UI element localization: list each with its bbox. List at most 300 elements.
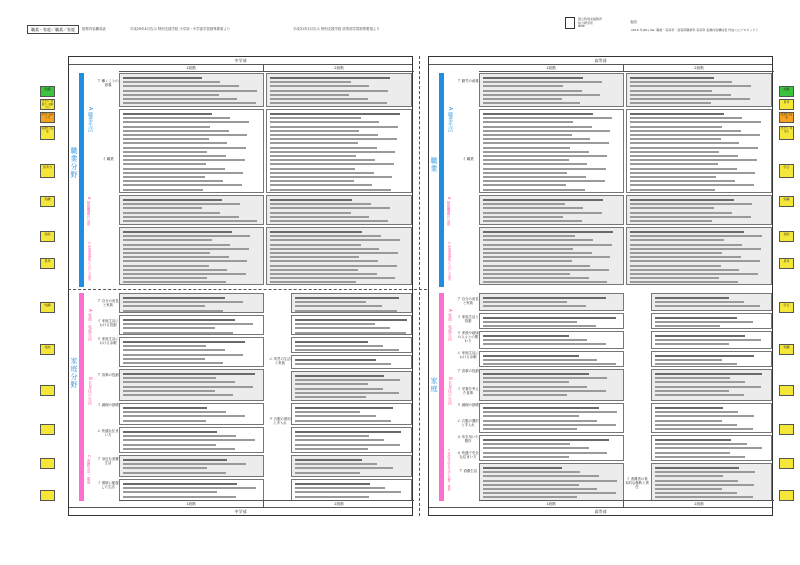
left-katei-item-4: エ 幼児の生活と家族 [269, 357, 291, 365]
text-line [483, 359, 597, 361]
text-line [123, 260, 247, 262]
left-s1-k7-box [119, 455, 264, 477]
left-item-shokugyo: イ 職業 [102, 157, 114, 161]
text-line [123, 265, 209, 267]
text-line [655, 394, 744, 396]
left-section-shokugyo: 職業分野 [70, 147, 78, 179]
text-line [630, 273, 758, 275]
text-line [483, 130, 610, 132]
right-katei-item-4: エ 家庭生活における余暇 [457, 351, 479, 359]
text-line [483, 199, 603, 201]
text-line [123, 113, 212, 115]
text-line [483, 488, 597, 490]
text-line [123, 130, 229, 132]
text-line [630, 256, 741, 258]
text-line [655, 447, 762, 449]
text-line [270, 151, 395, 153]
text-line [270, 265, 397, 267]
right-shokugyo-stripe [439, 73, 444, 287]
left-item-hataraku: ア 働くことの意義 [97, 79, 119, 87]
left-side-label-11 [40, 385, 55, 396]
text-line [270, 256, 359, 258]
text-line [123, 90, 257, 92]
right-source-note: 平成31年2月告示 特別支援学校 高等部学習指導要領より [293, 27, 380, 31]
text-line [483, 147, 570, 149]
text-line [270, 260, 378, 262]
text-line [123, 373, 255, 375]
text-line [270, 159, 375, 161]
right-s2-k4-box [651, 351, 772, 367]
right-katei-item-3: ウ 家族や地域の人々との関わり [457, 331, 479, 343]
text-line [295, 415, 376, 417]
text-line [295, 491, 401, 493]
right-katei-item-10: カ 快適で安全な住まい方 [457, 451, 479, 459]
left-side-label-10: 技能 [40, 344, 55, 355]
text-line [270, 147, 377, 149]
left-katei-item-2: イ 家庭生活における役割 [97, 319, 119, 327]
text-line [655, 297, 729, 299]
text-line [123, 354, 243, 356]
text-line [483, 77, 583, 79]
left-side-label-3: 学びに向かう力 [40, 112, 55, 123]
text-line [655, 415, 754, 417]
text-line [123, 381, 235, 383]
text-line [295, 463, 377, 465]
left-side-label-6: 知識 [40, 196, 55, 207]
text-line [123, 281, 226, 283]
right-s1-b-box [479, 195, 624, 225]
right-s1-k3-box [479, 331, 624, 349]
right-s2-k5-box [651, 369, 772, 401]
text-line [483, 415, 579, 417]
text-line [295, 341, 368, 343]
text-line [483, 355, 579, 357]
text-line [630, 235, 762, 237]
text-line [655, 480, 738, 482]
text-line [295, 332, 406, 334]
text-line [483, 381, 569, 383]
right-cat-a-katei: A 家族・家庭生活 [448, 309, 453, 342]
left-s2-k9-box [291, 479, 412, 501]
left-s2-k8-box [291, 455, 412, 477]
text-line [483, 343, 606, 345]
left-side-label-14 [40, 490, 55, 501]
text-line [123, 273, 246, 275]
text-line [483, 239, 593, 241]
text-line [123, 151, 207, 153]
left-side-label-4: 知識及び技能 [40, 126, 55, 140]
text-line [655, 305, 760, 307]
text-line [483, 407, 599, 409]
text-line [295, 467, 393, 469]
text-line [295, 323, 375, 325]
text-line [630, 216, 751, 218]
left-stage2-head: 2段階 [264, 65, 414, 72]
right-section-shokugyo: 職業 [430, 157, 438, 173]
text-line [270, 248, 379, 250]
text-line [483, 496, 577, 498]
text-line [483, 471, 580, 473]
text-line [123, 134, 247, 136]
text-line [483, 142, 609, 144]
text-line [483, 220, 582, 222]
text-line [630, 239, 724, 241]
text-line [270, 98, 368, 100]
text-line [655, 359, 722, 361]
text-line [123, 189, 203, 191]
left-s2-k6-box [291, 403, 412, 425]
text-line [483, 252, 592, 254]
text-line [655, 452, 730, 454]
right-s2-k2-box [651, 313, 772, 329]
left-section-katei: 家庭分野 [70, 357, 78, 389]
text-line [123, 487, 256, 489]
text-line [655, 424, 737, 426]
text-line [295, 327, 390, 329]
text-line [655, 321, 753, 323]
text-line [655, 339, 761, 341]
text-line [655, 443, 747, 445]
text-line [655, 373, 762, 375]
text-line [123, 444, 216, 446]
text-line [123, 155, 226, 157]
text-line [270, 180, 354, 182]
right-s1-k4-box [479, 351, 624, 367]
high-school-band-bottom: 高等部 [429, 507, 772, 515]
high-school-table [428, 56, 773, 516]
text-line [483, 317, 616, 319]
text-line [483, 126, 592, 128]
left-s2-k7-box [291, 427, 412, 453]
text-line [655, 377, 730, 379]
text-line [630, 151, 719, 153]
text-line [123, 305, 205, 307]
text-line [295, 396, 366, 398]
text-line [295, 375, 384, 377]
text-line [483, 244, 612, 246]
text-line [630, 281, 738, 283]
text-line [123, 435, 236, 437]
right-side-label-11 [779, 385, 794, 396]
text-line [123, 168, 225, 170]
right-side-label-5: 学び [779, 164, 794, 178]
right-side-label-9: 学び [779, 302, 794, 313]
right-side-label-1: 知識 [779, 86, 794, 97]
text-line [655, 386, 761, 388]
text-line [295, 459, 362, 461]
text-line [123, 362, 223, 364]
left-s2-a2-box [266, 109, 412, 193]
text-line [123, 212, 220, 214]
text-line [483, 277, 589, 279]
text-line [483, 273, 570, 275]
text-line [123, 310, 223, 312]
text-line [270, 172, 374, 174]
text-line [123, 439, 255, 441]
text-line [123, 184, 242, 186]
text-line [270, 81, 351, 83]
text-line [295, 383, 368, 385]
text-line [295, 301, 366, 303]
text-line [123, 332, 233, 334]
text-line [483, 168, 606, 170]
text-line [630, 199, 734, 201]
text-line [483, 325, 596, 327]
text-line [123, 496, 236, 498]
text-line [483, 81, 602, 83]
text-line [630, 94, 731, 96]
text-line [123, 407, 207, 409]
text-line [295, 439, 384, 441]
left-katei-item-5: ア 食事の役割 [97, 373, 119, 377]
text-line [123, 203, 240, 205]
text-line [123, 277, 207, 279]
text-line [483, 248, 573, 250]
text-line [630, 85, 751, 87]
text-line [123, 394, 233, 396]
text-line [630, 117, 742, 119]
text-line [630, 265, 721, 267]
text-line [655, 381, 745, 383]
text-line [270, 239, 400, 241]
text-line [630, 159, 757, 161]
header-tab [27, 25, 79, 34]
text-line [483, 117, 612, 119]
text-line [483, 163, 587, 165]
text-line [483, 394, 567, 396]
text-line [123, 172, 243, 174]
junior-high-band-top: 中学部 [69, 57, 412, 65]
right-s2-c-box [626, 227, 772, 285]
text-line [630, 212, 732, 214]
right-s1-k2-box [479, 313, 624, 329]
left-side-label-8: 思考 [40, 258, 55, 269]
right-s1-k7-box [479, 435, 624, 461]
text-line [630, 168, 737, 170]
text-line [123, 341, 245, 343]
right-side-label-12 [779, 424, 794, 435]
text-line [483, 256, 610, 258]
text-line [123, 147, 246, 149]
text-line [630, 163, 718, 165]
text-line [630, 231, 744, 233]
right-stage1-foot: 1段階 [479, 500, 624, 507]
logo-text: 国立特別支援教育 総合研究所 NISE [578, 17, 603, 29]
right-katei-item-1: ア 自分の成長と家族 [457, 297, 479, 305]
text-line [123, 85, 239, 87]
text-line [630, 121, 761, 123]
text-line [295, 431, 401, 433]
text-line [123, 138, 209, 140]
left-side-label-12 [40, 424, 55, 435]
text-line [630, 189, 715, 191]
text-line [655, 439, 731, 441]
text-line [123, 77, 202, 79]
text-line [123, 459, 227, 461]
text-line [483, 377, 607, 379]
text-line [295, 444, 400, 446]
text-line [655, 488, 722, 490]
left-s1-k6-box [119, 427, 264, 453]
text-line [655, 343, 729, 345]
right-side-label-10: 知識 [779, 344, 794, 355]
left-cat-c-katei: C 消費生活・環境 [87, 455, 91, 484]
text-line [123, 297, 225, 299]
text-line [270, 231, 362, 233]
text-line [483, 452, 607, 454]
text-line [123, 159, 245, 161]
text-line [483, 443, 570, 445]
text-line [270, 176, 392, 178]
text-line [270, 220, 388, 222]
left-katei-item-8: エ 快適な住まい方 [97, 429, 119, 437]
left-s2-k3-box [291, 337, 412, 353]
text-line [123, 117, 230, 119]
text-line [123, 121, 249, 123]
text-line [123, 102, 256, 104]
text-line [270, 126, 398, 128]
text-line [270, 273, 377, 275]
left-side-label-5: 思考力 [40, 164, 55, 178]
right-s2-b-box [626, 195, 772, 225]
left-s2-a1-box [266, 73, 412, 107]
right-s2-k1-box [651, 293, 772, 311]
text-line [123, 269, 227, 271]
text-line [483, 155, 607, 157]
text-line [483, 212, 602, 214]
text-line [483, 339, 587, 341]
right-s1-k5-box [479, 369, 624, 401]
left-s1-a1-box [119, 73, 264, 107]
text-line [483, 265, 590, 267]
text-line [483, 121, 573, 123]
left-side-label-9: 知識 [40, 302, 55, 313]
text-line [483, 189, 585, 191]
text-line [655, 467, 739, 469]
text-line [123, 472, 226, 474]
left-s2-k1-box [291, 293, 412, 313]
text-line [295, 319, 407, 321]
text-line [123, 231, 232, 233]
text-line [270, 252, 398, 254]
text-line [655, 407, 723, 409]
right-side-label-7: 技能 [779, 231, 794, 242]
text-line [270, 203, 371, 205]
text-line [295, 388, 383, 390]
text-line [630, 277, 719, 279]
text-line [295, 359, 376, 361]
text-line [270, 269, 358, 271]
text-line [483, 159, 569, 161]
text-line [123, 415, 245, 417]
left-s2-k4-box [291, 355, 412, 369]
junior-high-table [68, 56, 413, 516]
text-line [483, 321, 577, 323]
right-cat-c-katei: C 持続可能な生活と消費・環境 [447, 449, 451, 492]
junior-high-band-bottom: 中学部 [69, 507, 412, 515]
left-katei-item-3: ウ 家庭生活における余暇 [97, 337, 119, 345]
text-line [655, 411, 738, 413]
text-line [123, 411, 226, 413]
text-line [483, 134, 572, 136]
text-line [295, 487, 385, 489]
text-line [270, 216, 369, 218]
text-line [483, 484, 579, 486]
text-line [483, 113, 593, 115]
text-line [123, 345, 206, 347]
text-line [483, 297, 606, 299]
text-line [295, 305, 382, 307]
text-line [123, 176, 205, 178]
text-line [655, 428, 753, 430]
text-line [630, 147, 758, 149]
right-katei-item-11: ア 消費生活 [458, 469, 478, 473]
text-line [270, 121, 379, 123]
text-line [483, 172, 567, 174]
text-line [295, 310, 397, 312]
right-s2-k8-box [651, 463, 772, 501]
text-line [123, 81, 220, 83]
right-s1-a2-box [479, 109, 624, 193]
text-line [483, 424, 616, 426]
right-s1-a1-box [479, 73, 624, 107]
text-line [123, 390, 215, 392]
left-katei-stripe [79, 293, 84, 501]
text-line [295, 379, 400, 381]
text-line [630, 180, 735, 182]
text-line [123, 142, 227, 144]
text-line [123, 358, 205, 360]
text-line [270, 244, 361, 246]
right-katei-item-12: イ 消費者の基本的な権利と責任 [625, 477, 649, 489]
text-line [123, 420, 206, 422]
nise-logo-icon [565, 17, 575, 29]
text-line [483, 428, 577, 430]
left-katei-item-10: イ 環境に配慮した生活 [97, 481, 119, 489]
text-line [295, 392, 399, 394]
text-line [655, 335, 745, 337]
right-cat-b-katei: B 衣食住の生活 [448, 377, 453, 406]
text-line [655, 363, 737, 365]
text-line [123, 244, 230, 246]
text-line [270, 235, 381, 237]
text-line [270, 102, 387, 104]
text-line [630, 142, 739, 144]
text-line [630, 244, 742, 246]
text-line [123, 327, 215, 329]
text-line [295, 345, 383, 347]
left-s1-k2-box [119, 315, 264, 335]
text-line [483, 420, 597, 422]
text-line [270, 142, 358, 144]
left-s2-b-box [266, 195, 412, 225]
left-side-label-2: 思考力・判断力・表現力等 [40, 99, 55, 110]
text-line [655, 301, 744, 303]
text-line [270, 163, 394, 165]
left-cat-b-shokugyo: B 情報機器の活用 [87, 197, 91, 226]
left-side-label-13 [40, 458, 55, 469]
text-line [270, 277, 395, 279]
text-line [123, 467, 207, 469]
text-line [483, 467, 562, 469]
left-side-label-7: 技能 [40, 231, 55, 242]
right-katei-stripe [439, 293, 444, 501]
right-s2-k6-box [651, 403, 772, 433]
text-line [483, 235, 575, 237]
right-s1-k1-box [479, 293, 624, 311]
text-line [483, 363, 616, 365]
left-s1-c-box [119, 227, 264, 285]
